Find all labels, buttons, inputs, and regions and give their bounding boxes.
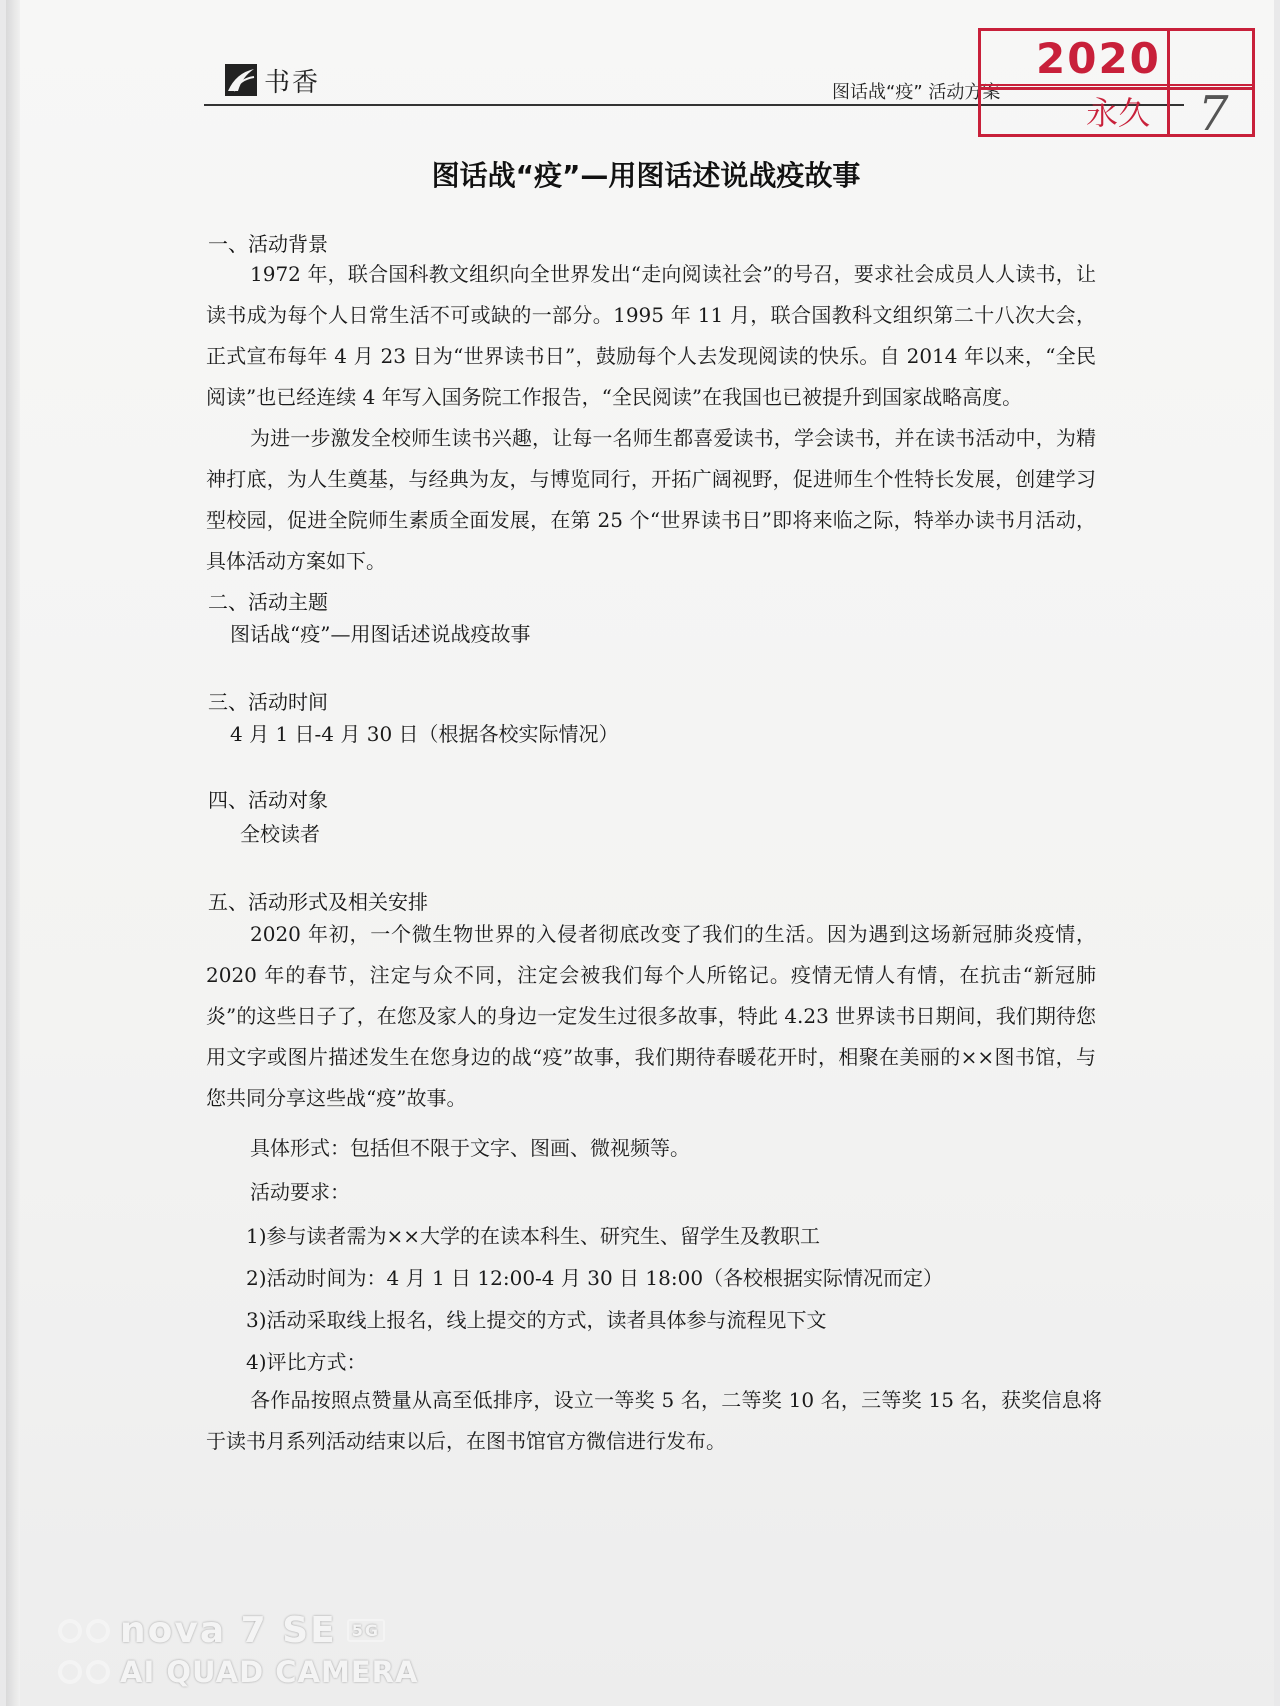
audience-text: 全校读者 xyxy=(240,822,320,846)
section-heading-audience: 四、活动对象 xyxy=(208,788,328,812)
book-logo-icon xyxy=(224,63,258,97)
requirements-heading: 活动要求： xyxy=(250,1180,350,1204)
stamp-year: 2020 xyxy=(1036,34,1161,83)
background-paragraph-1: 1972 年，联合国科教文组织向全世界发出“走向阅读社会”的号召，要求社会成员人人读书，让读书成为每个人日常生活不可或缺的一部分。1995 年 11 月，联合国教科文组织第二十八次大会，正式宣布每年 4 月 23 日为“世界读书日”，鼓励每个人去发现阅读的快乐。自 2014 年以来，“全民阅读”也已经连续 4 年写入国务院工作报告，“全民阅读”在我国也已被提升到国家战略高度。 xyxy=(206,262,1096,409)
stamp-handwritten-number: 7 xyxy=(1198,86,1229,142)
theme-text: 图话战“疫”—用图话述说战疫故事 xyxy=(230,622,531,646)
header-logo xyxy=(224,60,320,100)
requirement-1: 1)参与读者需为××大学的在读本科生、研究生、留学生及教职工 xyxy=(246,1224,821,1248)
award-paragraph: 各作品按照点赞量从高至低排序，设立一等奖 5 名，二等奖 10 名，三等奖 15 名，获奖信息将于读书月系列活动结束以后，在图书馆官方微信进行发布。 xyxy=(206,1388,1102,1453)
requirement-4: 4)评比方式： xyxy=(246,1350,367,1374)
watermark-model: nova 7 SE xyxy=(120,1610,337,1651)
camera-watermark xyxy=(58,1610,418,1689)
time-text: 4 月 1 日-4 月 30 日（根据各校实际情况） xyxy=(230,722,619,746)
page-edge xyxy=(6,0,20,1706)
requirement-2: 2)活动时间为：4 月 1 日 12:00-4 月 30 日 18:00（各校根据实际情况而定） xyxy=(246,1266,944,1290)
header-doc-label: 图话战“疫” 活动方案 xyxy=(832,82,1001,103)
stamp-term: 永久 xyxy=(1086,94,1151,132)
section-heading-format: 五、活动形式及相关安排 xyxy=(208,890,428,914)
brand-name: 书香 xyxy=(264,67,321,98)
quad-camera-icon xyxy=(58,1619,110,1643)
quad-camera-icon-lower xyxy=(58,1660,110,1684)
document-title: 图话战“疫”—用图话述说战疫故事 xyxy=(431,159,861,192)
format-types: 具体形式：包括但不限于文字、图画、微视频等。 xyxy=(250,1136,690,1160)
watermark-5g-badge: 5G xyxy=(347,1619,385,1642)
section-heading-background: 一、活动背景 xyxy=(208,232,328,256)
section-heading-theme: 二、活动主题 xyxy=(208,590,328,614)
watermark-camera-label: AI QUAD CAMERA xyxy=(120,1655,419,1689)
document-page xyxy=(6,0,1274,1706)
archive-stamp xyxy=(978,28,1256,142)
background-paragraph-2: 为进一步激发全校师生读书兴趣，让每一名师生都喜爱读书，学会读书，并在读书活动中，为精神打底，为人生奠基，与经典为友，与博览同行，开拓广阔视野，促进师生个性特长发展，创建学习型校园，促进全院师生素质全面发展，在第 25 个“世界读书日”即将来临之际，特举办读书月活动，具体活动方案如下。 xyxy=(206,426,1096,573)
requirement-3: 3)活动采取线上报名，线上提交的方式，读者具体参与流程见下文 xyxy=(246,1308,827,1332)
format-paragraph: 2020 年初，一个微生物世界的入侵者彻底改变了我们的生活。因为遇到这场新冠肺炎疫情，2020 年的春节，注定与众不同，注定会被我们每个人所铭记。疫情无情人有情，在抗击“新冠肺炎”的这些日子了，在您及家人的身边一定发生过很多故事，特此 4.23 世界读书日期间，我们期待您用文字或图片描述发生在您身边的战“疫”故事，我们期待春暖花开时，相聚在美丽的××图书馆，与您共同分享这些战“疫”故事。 xyxy=(206,922,1096,1110)
section-heading-time: 三、活动时间 xyxy=(208,690,328,714)
